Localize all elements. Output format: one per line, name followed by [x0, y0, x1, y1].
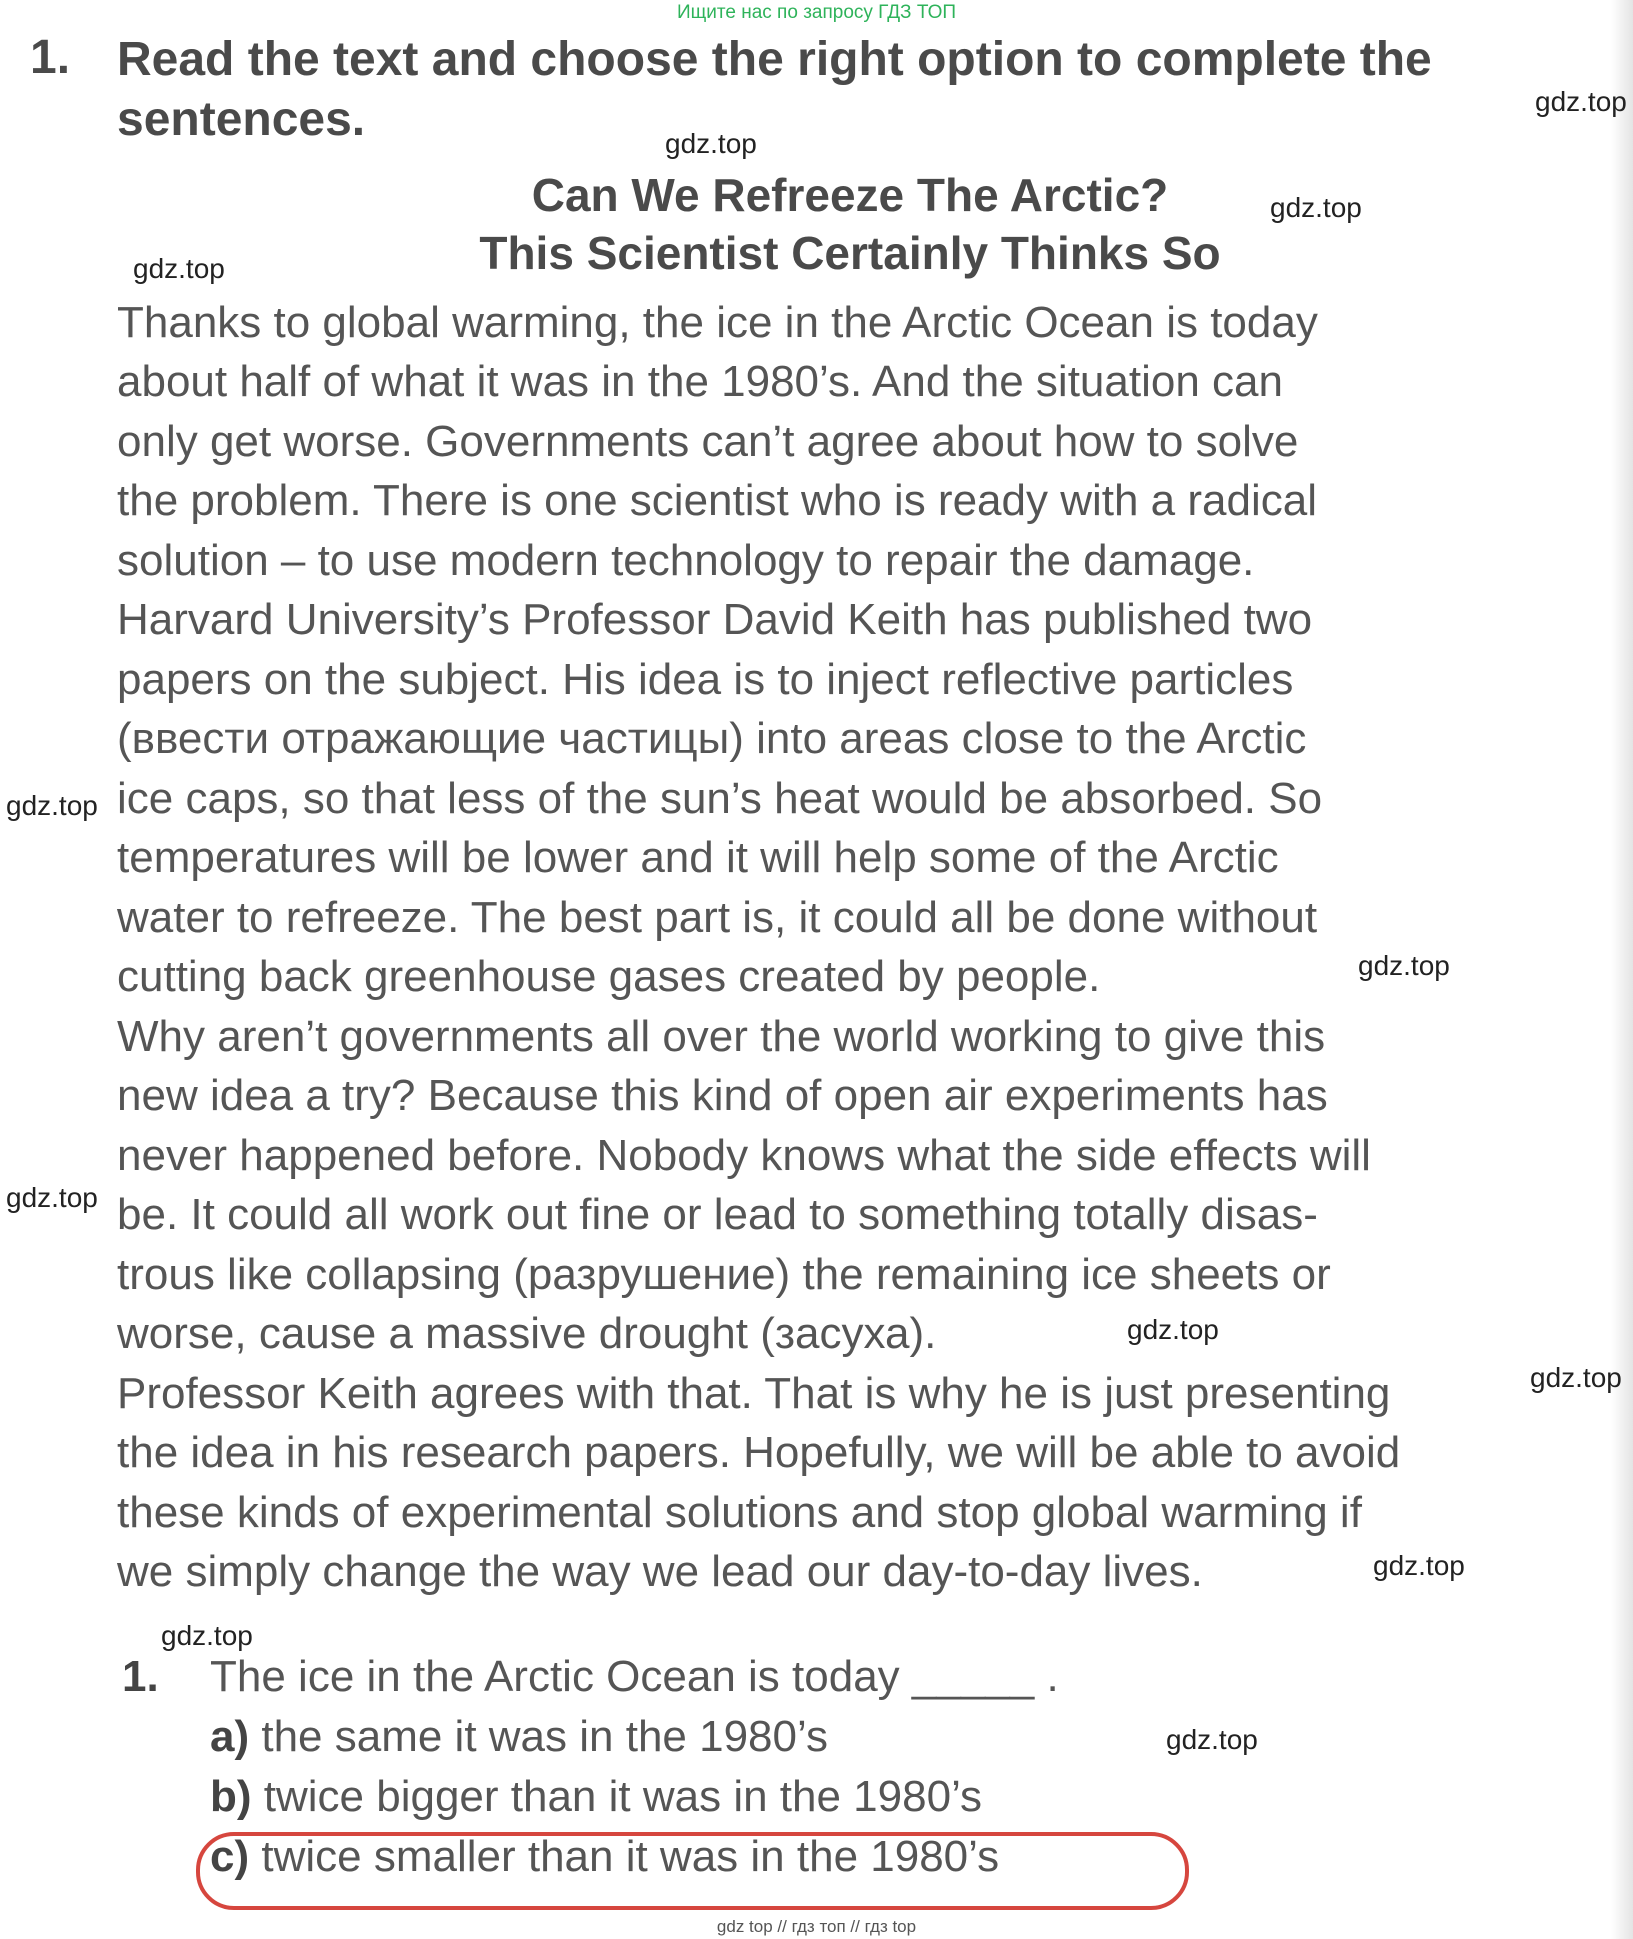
body-line: Professor Keith agrees with that. That is why he is just presenting	[117, 1369, 1391, 1418]
watermark: gdz.top	[6, 790, 98, 821]
task-instruction	[117, 30, 1597, 150]
body-line: water to refreeze. The best part is, it could all be done without	[117, 893, 1318, 942]
body-line: about half of what it was in the 1980’s. And the situation can	[117, 357, 1283, 406]
body-line: papers on the subject. His idea is to inject reflective particles	[117, 655, 1294, 704]
article-title-line-2: This Scientist Certainly Thinks So	[479, 227, 1221, 279]
question-text: The ice in the Arctic Ocean is today _____ .	[210, 1652, 1059, 1701]
body-line: new idea a try? Because this kind of open air experiments has	[117, 1071, 1328, 1120]
body-line: ice caps, so that less of the sun’s heat would be absorbed. So	[117, 774, 1323, 823]
body-line: only get worse. Governments can’t agree about how to solve	[117, 417, 1299, 466]
task-instruction-line: sentences.	[117, 93, 366, 146]
watermark: gdz.top	[133, 253, 225, 284]
body-line: cutting back greenhouse gases created by people.	[117, 952, 1101, 1001]
body-line: these kinds of experimental solutions and stop global warming if	[117, 1488, 1362, 1537]
task-number: 1.	[30, 31, 71, 84]
top-search-note: Ищите нас по запросу ГДЗ ТОП	[676, 2, 957, 23]
body-line: (ввести отражающие частицы) into areas close to the Arctic	[117, 714, 1307, 763]
watermark: gdz.top	[6, 1182, 98, 1213]
selected-answer-circle	[196, 1832, 1189, 1910]
body-line: temperatures will be lower and it will help some of the Arctic	[117, 833, 1279, 882]
option-text: twice bigger than it was in the 1980’s	[251, 1772, 983, 1821]
footer-watermark: gdz top // гдз топ // гдз top	[716, 1917, 917, 1936]
watermark: gdz.top	[665, 128, 757, 159]
watermark: gdz.top	[1270, 192, 1362, 223]
body-line: solution – to use modern technology to repair the damage.	[117, 536, 1255, 585]
option-letter: c)	[210, 1832, 250, 1881]
watermark: gdz.top	[1535, 86, 1627, 117]
article-title-line-1: Can We Refreeze The Arctic?	[531, 169, 1169, 221]
body-line: Thanks to global warming, the ice in the Arctic Ocean is today	[117, 298, 1318, 347]
body-line: trous like collapsing (разрушение) the remaining ice sheets or	[117, 1250, 1331, 1299]
body-line: the problem. There is one scientist who is ready with a radical	[117, 476, 1317, 525]
body-line: Harvard University’s Professor David Keith has published two	[117, 595, 1313, 644]
body-line: never happened before. Nobody knows what the side effects will	[117, 1131, 1371, 1180]
option-b[interactable]	[210, 1772, 982, 1822]
body-line: the idea in his research papers. Hopefully, we will be able to avoid	[117, 1428, 1401, 1477]
page-edge-shadow	[1611, 0, 1633, 1939]
watermark: gdz.top	[1127, 1314, 1219, 1345]
body-line: Why aren’t governments all over the world working to give this	[117, 1012, 1326, 1061]
body-line: worse, cause a massive drought (засуха).	[117, 1309, 937, 1358]
watermark: gdz.top	[1358, 950, 1450, 981]
option-letter: b)	[210, 1772, 252, 1821]
option-a[interactable]	[210, 1712, 828, 1762]
option-text: twice smaller than it was in the 1980’s	[249, 1832, 1000, 1881]
watermark: gdz.top	[1530, 1362, 1622, 1393]
option-letter: a)	[210, 1712, 250, 1761]
watermark: gdz.top	[161, 1620, 253, 1651]
watermark: gdz.top	[1373, 1550, 1465, 1581]
watermark: gdz.top	[1166, 1724, 1258, 1755]
question-number: 1.	[122, 1652, 159, 1701]
task-instruction-line: Read the text and choose the right option to complete the	[117, 33, 1432, 86]
option-text: the same it was in the 1980’s	[249, 1712, 828, 1761]
body-line: be. It could all work out fine or lead to something totally disas-	[117, 1190, 1318, 1239]
body-line: we simply change the way we lead our day-to-day lives.	[117, 1547, 1203, 1596]
